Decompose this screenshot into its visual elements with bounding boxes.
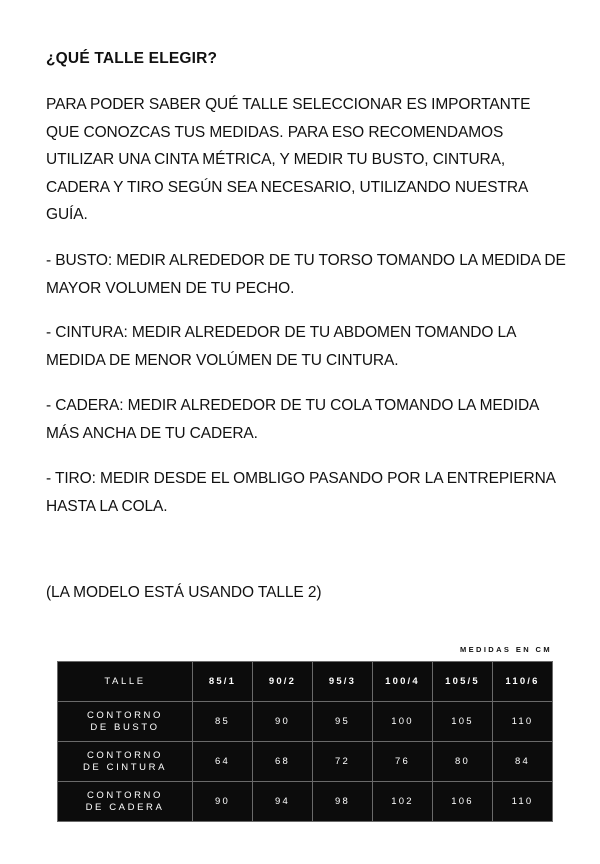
units-caption: MEDIDAS EN CM bbox=[459, 645, 552, 654]
table-cell: 68 bbox=[253, 742, 313, 782]
table-cell: 110 bbox=[493, 702, 553, 742]
table-row bbox=[58, 742, 553, 782]
table-header-label: TALLE bbox=[58, 662, 193, 702]
table-header-row bbox=[58, 662, 553, 702]
busto-instruction: - BUSTO: MEDIR ALREDEDOR DE TU TORSO TOMANDO LA MEDIDA DE MAYOR VOLUMEN DE TU PECHO. bbox=[46, 252, 566, 297]
table-cell: 85 bbox=[193, 702, 253, 742]
table-row bbox=[58, 702, 553, 742]
size-header-cell: 110/6 bbox=[493, 662, 553, 702]
row-label bbox=[58, 742, 193, 782]
table-cell: 80 bbox=[433, 742, 493, 782]
model-size-note: (LA MODELO ESTÁ USANDO TALLE 2) bbox=[46, 584, 322, 601]
row-label bbox=[58, 702, 193, 742]
table-cell: 90 bbox=[193, 782, 253, 822]
table-cell: 84 bbox=[493, 742, 553, 782]
row-label-line: CONTORNO bbox=[86, 749, 164, 761]
cintura-instruction: - CINTURA: MEDIR ALREDEDOR DE TU ABDOMEN TOMANDO LA MEDIDA DE MENOR VOLÚMEN DE TU CINTURA. bbox=[46, 324, 516, 369]
row-label-line: DE CINTURA bbox=[82, 761, 168, 773]
row-label-line: DE BUSTO bbox=[90, 721, 160, 733]
table-cell: 106 bbox=[433, 782, 493, 822]
size-header-cell: 100/4 bbox=[373, 662, 433, 702]
row-label-line: CONTORNO bbox=[86, 789, 164, 801]
table-cell: 105 bbox=[433, 702, 493, 742]
row-label bbox=[58, 782, 193, 822]
table-cell: 72 bbox=[313, 742, 373, 782]
size-header-cell: 85/1 bbox=[193, 662, 253, 702]
table-row bbox=[58, 782, 553, 822]
tiro-instruction: - TIRO: MEDIR DESDE EL OMBLIGO PASANDO POR LA ENTREPIERNA HASTA LA COLA. bbox=[46, 470, 556, 515]
table-cell: 98 bbox=[313, 782, 373, 822]
page-title: ¿QUÉ TALLE ELEGIR? bbox=[46, 50, 218, 67]
table-cell: 110 bbox=[493, 782, 553, 822]
table-cell: 102 bbox=[373, 782, 433, 822]
row-label-line: DE CADERA bbox=[85, 801, 165, 813]
size-header-cell: 95/3 bbox=[313, 662, 373, 702]
table-cell: 76 bbox=[373, 742, 433, 782]
size-header-cell: 90/2 bbox=[253, 662, 313, 702]
cadera-instruction: - CADERA: MEDIR ALREDEDOR DE TU COLA TOMANDO LA MEDIDA MÁS ANCHA DE TU CADERA. bbox=[46, 397, 539, 442]
table-cell: 95 bbox=[313, 702, 373, 742]
table-cell: 94 bbox=[253, 782, 313, 822]
table-cell: 100 bbox=[373, 702, 433, 742]
size-table bbox=[57, 661, 553, 822]
table-cell: 64 bbox=[193, 742, 253, 782]
row-label-line: CONTORNO bbox=[86, 709, 164, 721]
intro-paragraph: PARA PODER SABER QUÉ TALLE SELECCIONAR ES IMPORTANTE QUE CONOZCAS TUS MEDIDAS. PARA ESO RECOMENDAMOS UTILIZAR UNA CINTA MÉTRICA, Y MEDIR TU BUSTO, CINTURA, CADERA Y TIRO SEGÚN SEA NECESARIO, UTILIZANDO NUESTRA GUÍA. bbox=[46, 96, 531, 223]
table-cell: 90 bbox=[253, 702, 313, 742]
size-header-cell: 105/5 bbox=[433, 662, 493, 702]
